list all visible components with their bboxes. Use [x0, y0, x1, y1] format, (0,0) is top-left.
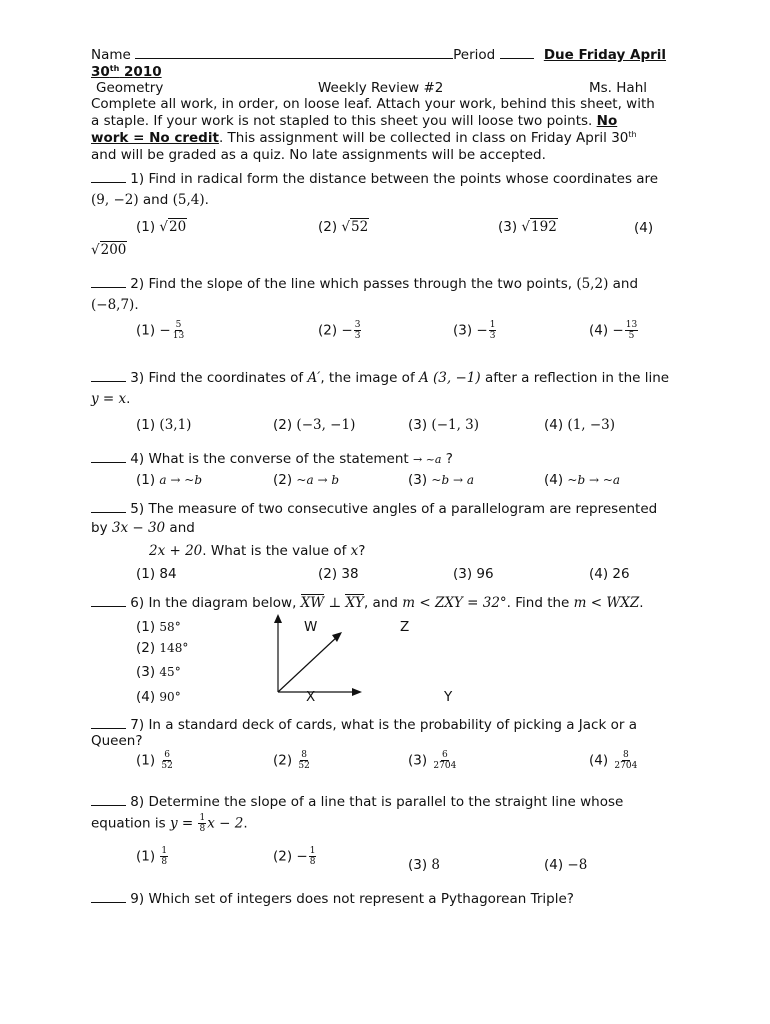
label-w: W [304, 619, 318, 635]
q2-option-4[interactable]: (4) − $\frac{13}{5}$ [589, 320, 638, 341]
q2-option-2[interactable]: (2) − $\frac{3}{3}$ [318, 320, 361, 341]
answer-blank[interactable] [91, 891, 126, 903]
label-y: Y [444, 689, 453, 705]
q1-stem: 1) Find in radical form the distance between the points whose coordinates are [91, 171, 658, 187]
due-date-line2: 30th 2010 [91, 64, 162, 80]
course-name: Geometry [96, 80, 164, 96]
q5-option-1[interactable]: (1) 84 [136, 566, 177, 582]
answer-blank[interactable] [91, 370, 126, 382]
instructions-line4: and will be graded as a quiz. No late assignments will be accepted. [91, 147, 546, 163]
arrow-up-icon [274, 614, 282, 623]
instructions-line3: work = No credit. This assignment will be collected in class on Friday April 30th [91, 130, 637, 146]
q3-stem: 3) Find the coordinates of A′, the image of A (3, −1) after a reflection in the line [91, 370, 669, 386]
q1-option-3[interactable]: (3) √192 [498, 219, 557, 235]
q8-stem: 8) Determine the slope of a line that is parallel to the straight line whose [91, 794, 623, 810]
q2-stem: 2) Find the slope of the line which passes through the two points, (5,2) and [91, 276, 638, 292]
answer-blank[interactable] [91, 717, 126, 729]
q3-option-3[interactable]: (3) (−1, 3) [408, 417, 480, 433]
instructions-line1: Complete all work, in order, on loose leaf. Attach your work, behind this sheet, with [91, 96, 655, 112]
q2-point2: (−8,7). [91, 297, 139, 313]
q1-points: (9, −2) and (5,4). [91, 192, 209, 208]
ray-xz [278, 636, 338, 692]
name-label: Name [91, 47, 131, 63]
q1-option-2[interactable]: (2) √52 [318, 219, 369, 235]
q4-option-3[interactable]: (3) ~b → a [408, 472, 474, 488]
arrow-right-icon [352, 688, 362, 696]
q8-option-1[interactable]: (1) $\frac{1}{8}$ [136, 846, 168, 867]
q6-stem: 6) In the diagram below, XW ⊥ XY, and m < ZXY = 32°. Find the m < WXZ. [91, 595, 644, 611]
q3-option-2[interactable]: (2) (−3, −1) [273, 417, 356, 433]
instructions-line2: a staple. If your work is not stapled to this sheet you will loose two points. No [91, 113, 618, 129]
q3-option-1[interactable]: (1) (3,1) [136, 417, 192, 433]
q5-option-3[interactable]: (3) 96 [453, 566, 494, 582]
answer-blank[interactable] [91, 451, 126, 463]
q1-option-4[interactable]: (4) [634, 220, 654, 236]
q5-stem: 5) The measure of two consecutive angles of a parallelogram are represented [91, 501, 657, 517]
answer-blank[interactable] [91, 595, 126, 607]
q6-option-2[interactable]: (2) 148° [136, 640, 189, 656]
q5-expr1: by 3x − 30 and [91, 520, 195, 536]
teacher-name: Ms. Hahl [589, 80, 647, 96]
name-blank [135, 47, 453, 59]
period-label: Period [453, 47, 496, 63]
due-date: Due Friday April [543, 47, 667, 63]
q5-option-2[interactable]: (2) 38 [318, 566, 359, 582]
q6-option-4[interactable]: (4) 90° [136, 689, 181, 705]
q7-option-3[interactable]: (3) $\frac{6}{2704}$ [408, 750, 457, 771]
q2-option-3[interactable]: (3) − $\frac{1}{3}$ [453, 320, 496, 341]
period-blank [500, 47, 534, 59]
answer-blank[interactable] [91, 171, 126, 183]
q2-option-1[interactable]: (1) − $\frac{5}{13}$ [136, 320, 185, 341]
q4-option-4[interactable]: (4) ~b → ~a [544, 472, 621, 488]
header-name-line [91, 47, 666, 63]
q3-line: y = x. [91, 391, 131, 407]
q8-option-4[interactable]: (4) −8 [544, 857, 588, 873]
q7-stem-2: Queen? [91, 733, 143, 749]
q7-option-2[interactable]: (2) $\frac{8}{52}$ [273, 750, 310, 771]
label-z: Z [400, 619, 410, 635]
label-x: X [306, 689, 316, 705]
q3-option-4[interactable]: (4) (1, −3) [544, 417, 616, 433]
q8-option-3[interactable]: (3) 8 [408, 857, 441, 873]
q7-stem: 7) In a standard deck of cards, what is the probability of picking a Jack or a [91, 717, 637, 733]
q7-option-1[interactable]: (1) $\frac{6}{52}$ [136, 750, 173, 771]
q8-option-2[interactable]: (2) − $\frac{1}{8}$ [273, 846, 316, 867]
q4-option-2[interactable]: (2) ~a → b [273, 472, 339, 488]
q1-option-1[interactable]: (1) √20 [136, 219, 187, 235]
answer-blank[interactable] [91, 794, 126, 806]
q7-option-4[interactable]: (4) $\frac{8}{2704}$ [589, 750, 638, 771]
q1-option-4-value: √200 [91, 242, 127, 258]
answer-blank[interactable] [91, 501, 126, 513]
q6-option-1[interactable]: (1) 58° [136, 619, 181, 635]
page-title: Weekly Review #2 [318, 80, 444, 96]
q4-stem: 4) What is the converse of the statement → ~a ? [91, 451, 453, 467]
q5-expr2: 2x + 20. What is the value of x? [149, 543, 366, 559]
q8-equation: equation is y = $\frac{1}{8}$ x − 2. [91, 813, 248, 834]
answer-blank[interactable] [91, 276, 126, 288]
q9-stem: 9) Which set of integers does not represent a Pythagorean Triple? [91, 891, 574, 907]
q6-option-3[interactable]: (3) 45° [136, 664, 181, 680]
q5-option-4[interactable]: (4) 26 [589, 566, 630, 582]
q4-option-1[interactable]: (1) a → ~b [136, 472, 202, 488]
